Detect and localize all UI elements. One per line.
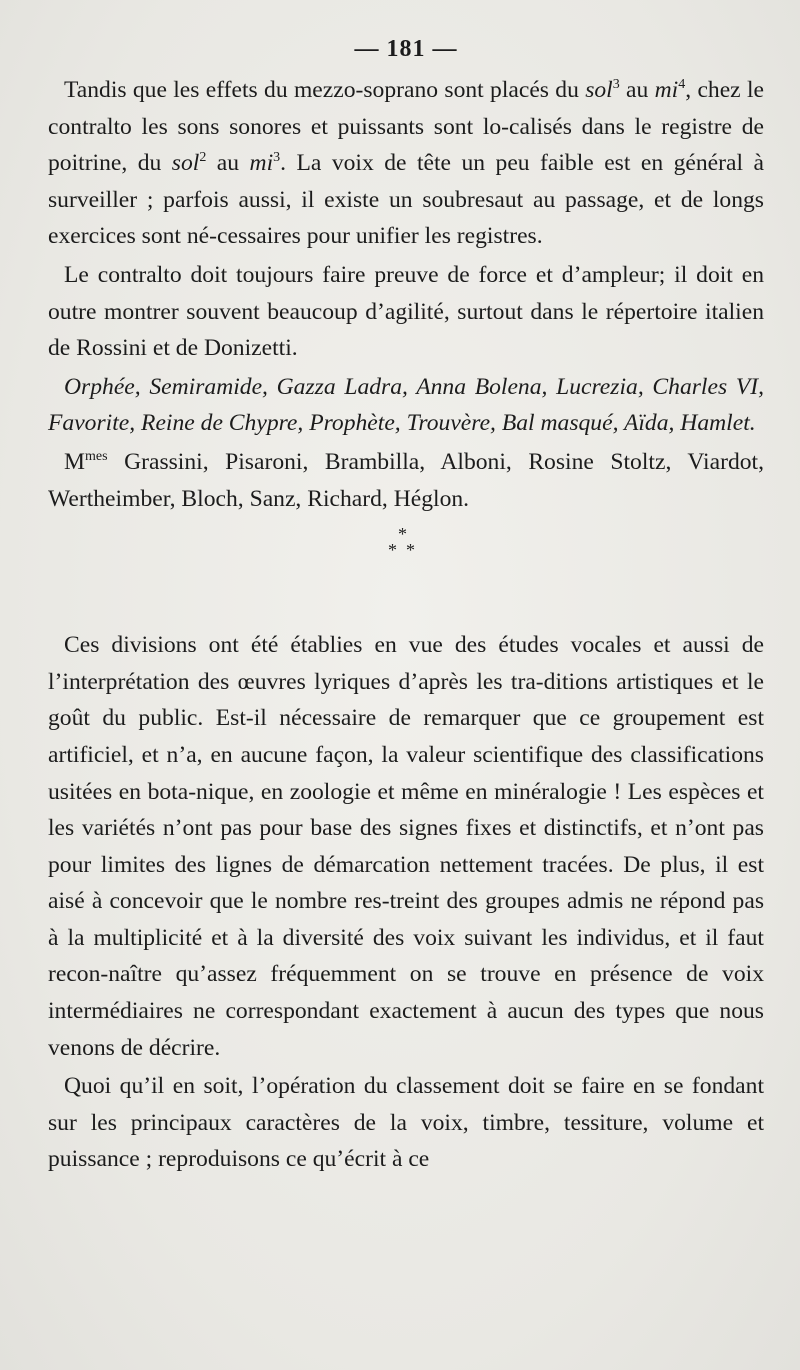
paragraph-classification: Ces divisions ont été établies en vue des études vocales et aussi de l’interprétation des œuvres lyriques d’après les tra-ditions artistiques et le goût du public. Est-il nécessaire de remarquer que ce groupement est artificiel, et n’a, en aucune façon, la valeur scientifique des classifications usitées en bota-nique, en zoologie et même en minéralogie ! Les espèces et les variétés n’ont pas pour base des signes fixes et distinctifs, et n’ont pas pour limites des lignes de démarcation nettement tracées. De plus, il est aisé à concevoir que le nombre res-treint des groupes admis ne répond pas à la multiplicité et à la diversité des voix suivant les individus, et il faut recon-naître qu’assez fréquemment on se trouve en présence de voix intermédiaires ne correspondant exactement à aucun des types que nous venons de décrire. bbox=[48, 632, 764, 1061]
text-run: au bbox=[206, 150, 250, 177]
note-name: mi bbox=[249, 150, 274, 177]
octave-number: 4 bbox=[678, 77, 686, 92]
octave-number: 2 bbox=[199, 150, 207, 166]
paragraph-contralto-agility: Le contralto doit toujours faire preuve de force et d’ampleur; il doit en outre montrer souvent beaucoup d’agilité, surtout dans le répertoire italien de Rossini et de Donizetti. bbox=[48, 261, 764, 362]
text-run: Tandis que les effets du mezzo-soprano sont placés du bbox=[64, 77, 586, 103]
note-name: sol bbox=[171, 150, 200, 177]
text-run: , chez le contralto les sons sonores et puissants sont lo-calisés dans le registre de poitrine, du bbox=[48, 77, 764, 177]
paragraph-classement: Quoi qu’il en soit, l’opération du classement doit se faire en se fondant sur les principaux caractères de la voix, timbre, tessiture, volume et puissance ; reproduisons ce qu’écrit à ce bbox=[48, 1073, 764, 1173]
octave-number: 3 bbox=[273, 150, 281, 166]
section-asterism bbox=[48, 517, 764, 627]
text-run: au bbox=[619, 77, 655, 103]
note-name: sol bbox=[585, 77, 613, 103]
singers-list bbox=[48, 444, 764, 517]
body-text bbox=[48, 72, 764, 1178]
singer-names: Grassini, Pisaroni, Brambilla, Alboni, Rosine Stoltz, Viardot, Wertheimber, Bloch, Sanz, Richard, Héglon. bbox=[48, 448, 764, 512]
note-name: mi bbox=[654, 77, 679, 103]
asterism-star: * bbox=[398, 524, 407, 545]
paragraph-mezzo-contralto bbox=[48, 72, 764, 255]
title-superscript: mes bbox=[84, 448, 108, 464]
octave-number: 3 bbox=[612, 77, 620, 92]
title-abbreviation: M bbox=[64, 448, 85, 475]
asterism-star: * bbox=[388, 540, 397, 561]
asterism-star: * bbox=[406, 540, 415, 561]
page-number: — 181 — bbox=[354, 36, 458, 62]
roles-list: Orphée, Semiramide, Gazza Ladra, Anna Bolena, Lucrezia, Charles VI, Favorite, Reine de Chypre, Prophète, Trouvère, Bal masqué, Aïda, Hamlet. bbox=[48, 373, 764, 437]
text-run: . La voix de tête un peu faible est en général à surveiller ; parfois aussi, il existe un soubresaut au passage, et de longs exercices sont né-cessaires pour unifier les registres. bbox=[48, 150, 764, 250]
